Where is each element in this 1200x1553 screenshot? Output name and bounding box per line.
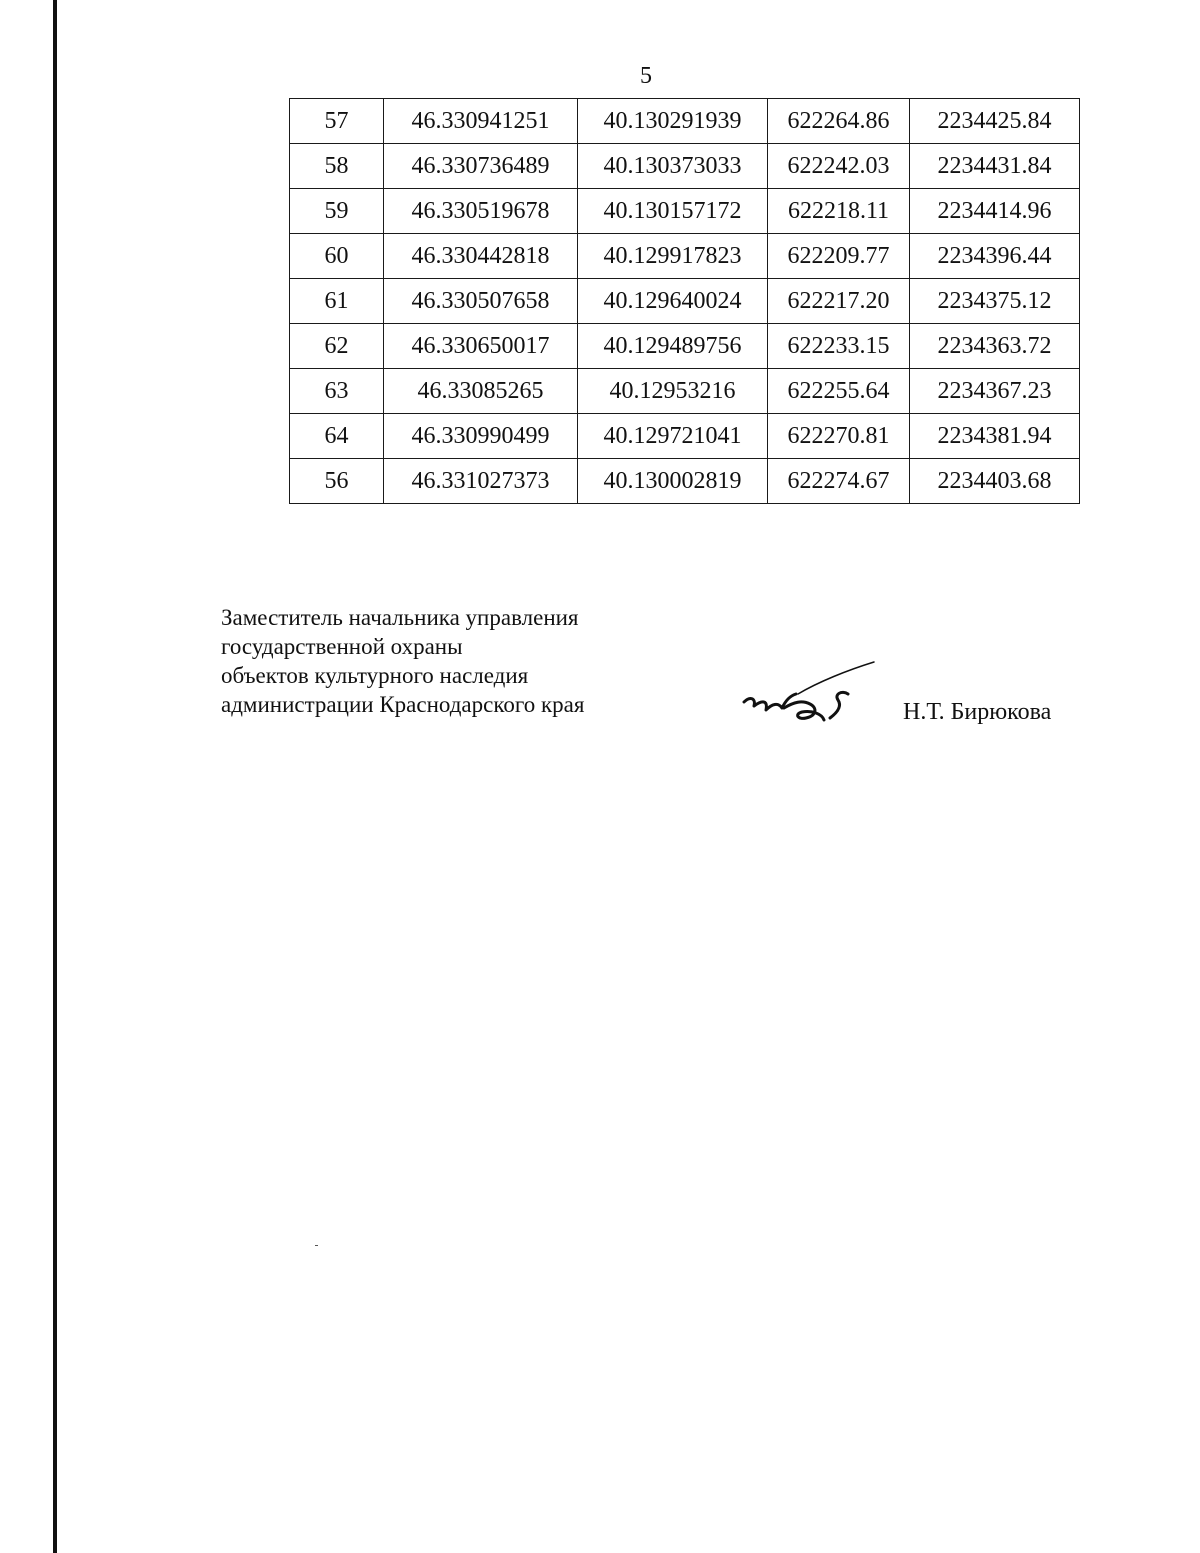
coord-y: 2234375.12: [910, 279, 1080, 324]
point-number: 58: [290, 144, 384, 189]
coordinates-table: [289, 98, 1080, 504]
point-number: 64: [290, 414, 384, 459]
signer-position-line: Заместитель начальника управления: [221, 605, 579, 630]
longitude: 40.130157172: [578, 189, 768, 234]
coord-y: 2234414.96: [910, 189, 1080, 234]
latitude: 46.330519678: [384, 189, 578, 234]
latitude: 46.330442818: [384, 234, 578, 279]
coord-y: 2234431.84: [910, 144, 1080, 189]
table-row: [290, 459, 1080, 504]
signer-name: Н.Т. Бирюкова: [903, 699, 1052, 725]
point-number: 63: [290, 369, 384, 414]
longitude: 40.129721041: [578, 414, 768, 459]
point-number: 57: [290, 99, 384, 144]
scan-speck: [315, 1245, 318, 1246]
table-row: [290, 324, 1080, 369]
coord-x: 622264.86: [768, 99, 910, 144]
signer-position-line: государственной охраны: [221, 634, 463, 659]
coord-x: 622270.81: [768, 414, 910, 459]
point-number: 56: [290, 459, 384, 504]
longitude: 40.130002819: [578, 459, 768, 504]
handwritten-signature: [738, 660, 878, 732]
latitude: 46.330990499: [384, 414, 578, 459]
longitude: 40.130291939: [578, 99, 768, 144]
table-row: [290, 189, 1080, 234]
point-number: 62: [290, 324, 384, 369]
coord-x: 622255.64: [768, 369, 910, 414]
table-row: [290, 414, 1080, 459]
coord-y: 2234425.84: [910, 99, 1080, 144]
longitude: 40.12953216: [578, 369, 768, 414]
coord-x: 622274.67: [768, 459, 910, 504]
point-number: 59: [290, 189, 384, 234]
latitude: 46.330941251: [384, 99, 578, 144]
longitude: 40.129640024: [578, 279, 768, 324]
latitude: 46.331027373: [384, 459, 578, 504]
coord-x: 622233.15: [768, 324, 910, 369]
coord-y: 2234367.23: [910, 369, 1080, 414]
page-number: 5: [640, 63, 652, 89]
coord-x: 622209.77: [768, 234, 910, 279]
table-row: [290, 234, 1080, 279]
coord-x: 622217.20: [768, 279, 910, 324]
longitude: 40.129917823: [578, 234, 768, 279]
point-number: 60: [290, 234, 384, 279]
signer-position-line: объектов культурного наследия: [221, 663, 529, 688]
signer-position: [221, 603, 584, 719]
coord-y: 2234381.94: [910, 414, 1080, 459]
coord-y: 2234403.68: [910, 459, 1080, 504]
table-row: [290, 144, 1080, 189]
table-row: [290, 99, 1080, 144]
latitude: 46.330736489: [384, 144, 578, 189]
latitude: 46.33085265: [384, 369, 578, 414]
coord-y: 2234396.44: [910, 234, 1080, 279]
latitude: 46.330650017: [384, 324, 578, 369]
table-row: [290, 369, 1080, 414]
coord-x: 622242.03: [768, 144, 910, 189]
latitude: 46.330507658: [384, 279, 578, 324]
point-number: 61: [290, 279, 384, 324]
coord-x: 622218.11: [768, 189, 910, 234]
signer-position-line: администрации Краснодарского края: [221, 692, 585, 717]
table-row: [290, 279, 1080, 324]
page-edge: [53, 0, 57, 1553]
longitude: 40.130373033: [578, 144, 768, 189]
coord-y: 2234363.72: [910, 324, 1080, 369]
longitude: 40.129489756: [578, 324, 768, 369]
